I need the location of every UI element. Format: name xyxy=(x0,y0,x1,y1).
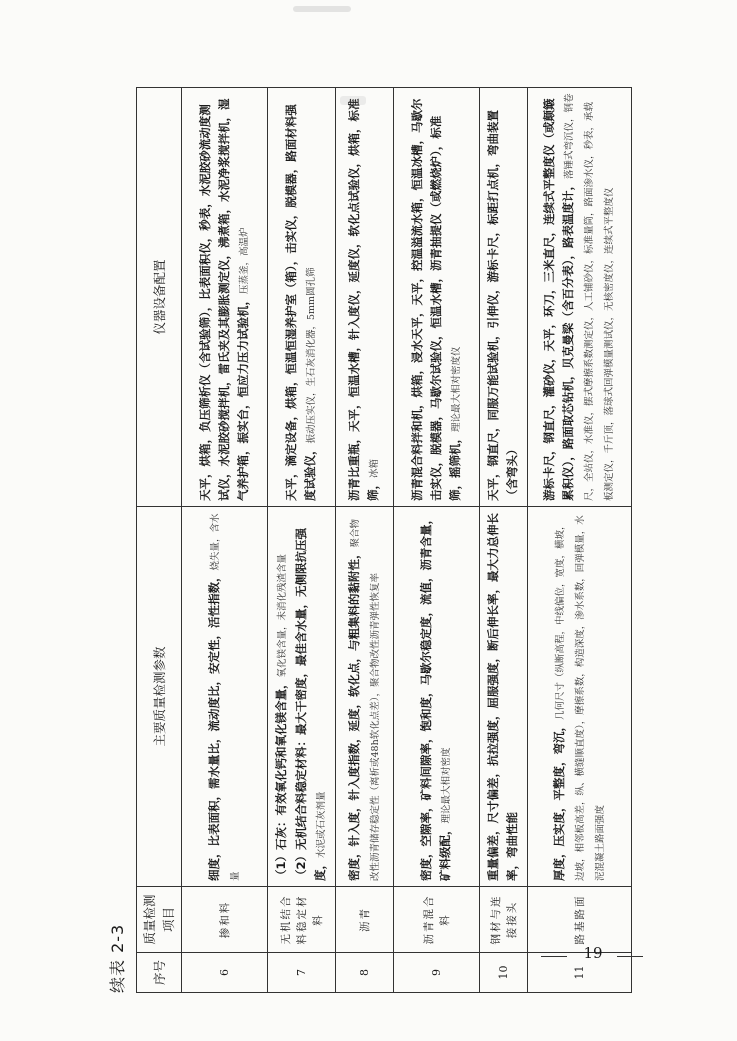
table-row xyxy=(268,88,336,993)
equip-main: 天平，烘箱，负压筛析仪（含试验筛），比表面积仪，秒表，水泥胶砂流动度测试仪，水泥胶砂搅拌机，雷氏夹及其膨胀测定仪，沸煮箱，水泥净浆搅拌机，湿气养护箱，振实台，恒应力压力试验机， xyxy=(197,98,250,501)
equip-extra: 压蒸釜，高温炉 xyxy=(238,227,250,294)
table-row xyxy=(182,88,268,993)
params-main: 密度，空隙率，矿料间隙率，饱和度，马歇尔稳定度，流值，沥青含量，矿料级配， xyxy=(419,513,452,881)
params-extra: 理论最大相对密度 xyxy=(441,747,452,824)
row-no: 11 xyxy=(528,953,632,993)
row-params xyxy=(182,507,268,887)
row-params xyxy=(268,507,336,887)
row-no: 6 xyxy=(182,953,268,993)
page-number: 19 xyxy=(583,944,603,962)
params-extra-2: 水泥或石灰剂量 xyxy=(316,791,327,858)
params-extra: 聚合物改性沥青储存稳定性（离析或48h软化点差），聚合物改性沥青弹性恢复率 xyxy=(349,518,381,881)
footer-dash-left xyxy=(541,956,567,957)
equip-extra: 落锤式弯沉仪，钢卷尺，全站仪，水准仪，摆式摩擦系数测定仪，人工铺砂仪，标准量筒，路面渗水仪，秒表，承载板测定仪，千斤顶，落球式回弹模量测试仪，无核密度仪，连续式平整度仪 xyxy=(564,93,615,501)
equip-extra: 理论最大相对密度仪 xyxy=(450,346,462,432)
quality-test-table xyxy=(136,87,632,993)
table-row xyxy=(394,88,480,993)
row-item: 掺和料 xyxy=(182,887,268,953)
row-no: 9 xyxy=(394,953,480,993)
table-caption: 续表 2-3 xyxy=(108,923,127,993)
equip-main: 天平，钢直尺，同服万能试验机，引伸仪，游标卡尺，标距打点机，弯曲装置（含弯头） xyxy=(486,110,519,501)
row-params xyxy=(394,507,480,887)
params-extra: 烧失量，含水量 xyxy=(209,513,241,881)
header-equip: 仪器设备配置 xyxy=(137,88,182,507)
params-extra: 氧化镁含量，未消化残渣含量 xyxy=(277,553,288,678)
row-equip xyxy=(528,88,632,507)
row-item: 钢材与连接接头 xyxy=(480,887,528,953)
table-row xyxy=(480,88,528,993)
row-equip xyxy=(182,88,268,507)
row-equip xyxy=(336,88,394,507)
row-item: 无机结合料稳定材料 xyxy=(268,887,336,953)
header-no: 序号 xyxy=(137,953,182,993)
params-main: （1）石灰：有效氧化钙和氧化镁含量， xyxy=(274,677,288,881)
equip-extra: 冰箱 xyxy=(369,458,380,478)
equip-main: 沥青混合料拌和机，烘箱，浸水天平，天平，控温溢流水箱，恒温冰槽，马歇尔击实仪，脱模器，马歇尔试验仪，恒温水槽，沥青抽提仪（或燃烧炉），标准筛，摇筛机， xyxy=(409,98,462,501)
row-params xyxy=(336,507,394,887)
row-no: 10 xyxy=(480,953,528,993)
header-item: 质量检测项目 xyxy=(137,887,182,953)
params-main: 密度，针入度，针入度指数，延度，软化点，与粗集料的黏附性， xyxy=(346,547,361,881)
header-params: 主要质量检测参数 xyxy=(137,507,182,887)
row-no: 7 xyxy=(268,953,336,993)
table-header-row xyxy=(137,88,182,993)
row-equip xyxy=(394,88,480,507)
footer-dash-right xyxy=(617,956,643,957)
row-equip xyxy=(480,88,528,507)
params-main: 厚度，压实度，平整度，弯沉， xyxy=(551,720,566,881)
row-equip xyxy=(268,88,336,507)
row-no: 8 xyxy=(336,953,394,993)
row-item: 路基路面 xyxy=(528,887,632,953)
row-item: 沥青混合料 xyxy=(394,887,480,953)
equip-extra: 振动压实仪，生石灰消化器，5mm圆孔筛 xyxy=(306,267,317,444)
params-main-2: （2）无机结合料稳定材料：最大干密度，最佳含水量，无侧限抗压强度， xyxy=(294,528,327,881)
params-main: 重量偏差，尺寸偏差，抗拉强度，屈服强度，断后伸长率，最大力总伸长率，弯曲性能 xyxy=(486,513,519,881)
rotated-table-block xyxy=(108,88,623,993)
table-row xyxy=(528,88,632,993)
params-main: 细度，比表面积，需水量比，流动度比，安定性，活性指数， xyxy=(206,570,221,881)
equip-main: 游标卡尺，钢直尺，灌砂仪，天平，环刀，三米直尺，连续式平整度仪（或颠簸累积仪），路面取芯钻机，贝克曼梁（含百分表），路表温度计， xyxy=(542,98,575,501)
row-params xyxy=(480,507,528,887)
row-params xyxy=(528,507,632,887)
equip-main: 天平，滴定设备，烘箱，恒温恒湿养护室（箱），击实仪，脱模器，路面材料强度试验仪， xyxy=(284,104,317,501)
scan-mark xyxy=(293,6,351,12)
row-item: 沥青 xyxy=(336,887,394,953)
equip-main: 沥青比重瓶，天平，恒温水槽，针入度仪，延度仪，软化点试验仪，烘箱，标准筛， xyxy=(347,98,380,501)
params-extra: 几何尺寸（纵断高程，中线偏位，宽度，横坡，边坡，相邻板高差，纵、横缝顺直度），摩擦系数，构造深度，渗水系数，回弹模量，水泥混凝土路面强度 xyxy=(554,515,606,881)
table-row xyxy=(336,88,394,993)
